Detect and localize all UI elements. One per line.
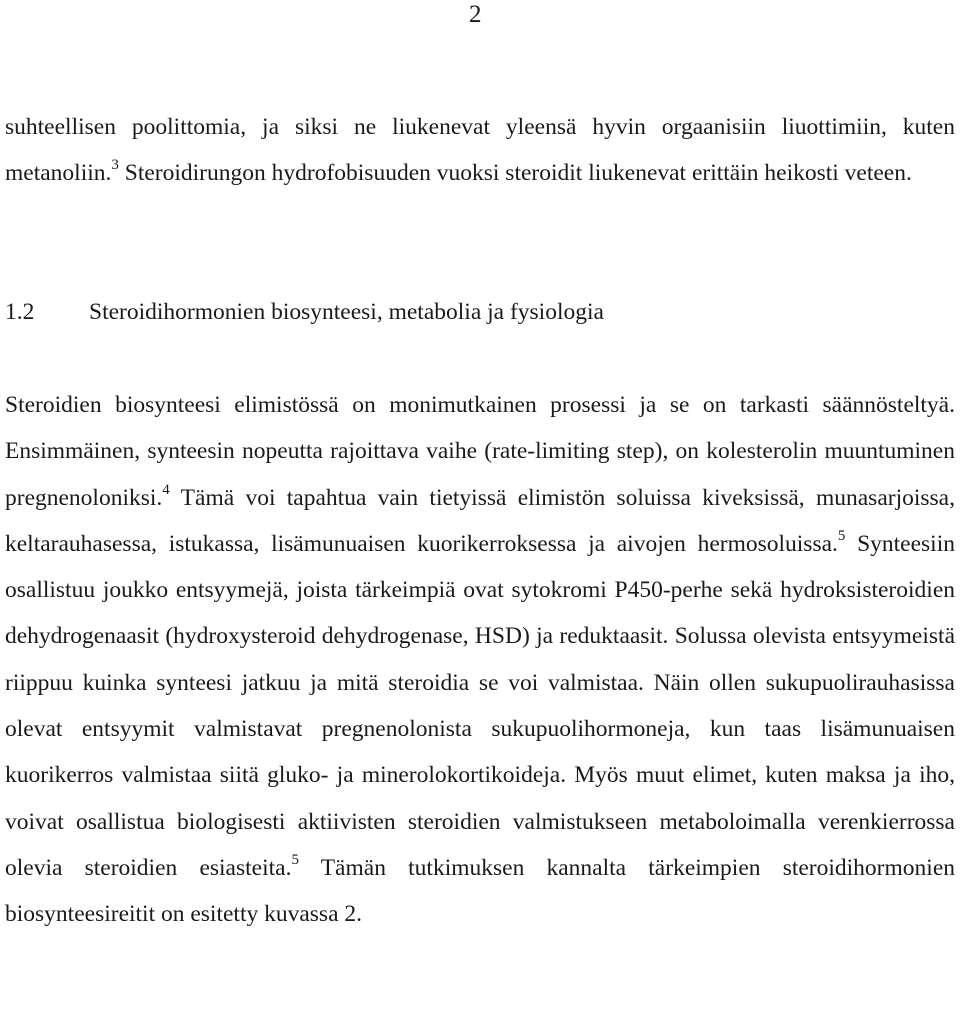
page-number: 2 bbox=[469, 1, 482, 28]
citation-ref: 5 bbox=[837, 528, 846, 545]
main-text-3: Synteesiin osallistuu joukko entsyymejä, joista tärkeimpiä ovat sytokromi P450-perhe sekä hydroksisteroidien dehydrogenaasit (hydroxysteroid dehydrogenase, HSD) ja reduktaasit. Solussa olevista entsyymeistä riippuu kuinka synteesi jatkuu ja mitä steroidia se voi valmistaa. Näin ollen sukupuolirauhasissa olevat entsyymit valmistavat pregnenolonista sukupuolihormoneja, kun taas lisämunuaisen kuorikerros valmistaa siitä gluko- ja minerolokortikoideja. Myös muut elimet, kuten maksa ja iho, voivat osallistua biologisesti aktiivisten steroidien valmistukseen metaboloimalla verenkierrossa olevia steroidien esiasteita. bbox=[5, 530, 955, 881]
section-number: 1.2 bbox=[5, 299, 35, 325]
main-paragraph bbox=[5, 382, 955, 938]
intro-paragraph bbox=[5, 104, 955, 196]
intro-text: suhteellisen poolittomia, ja siksi ne liukenevat yleensä hyvin orgaanisiin liuottimiin, kuten metanoliin. bbox=[5, 114, 955, 186]
section-title: Steroidihormonien biosynteesi, metabolia ja fysiologia bbox=[89, 299, 604, 325]
intro-text-continued: Steroidirungon hydrofobisuuden vuoksi steroidit liukenevat erittäin heikosti veteen. bbox=[118, 160, 912, 186]
main-text-4: Tämän tutkimuksen kannalta tärkeimpien steroidihormonien biosynteesireitit on esitetty kuvassa 2. bbox=[5, 854, 955, 928]
main-text-1: Steroidien biosynteesi elimistössä on monimutkainen prosessi ja se on tarkasti säännösteltyä. Ensimmäinen, synteesin nopeutta rajoittava vaihe (rate-limiting step), on kolesterolin muuntuminen pregnenoloniksi. bbox=[5, 392, 955, 511]
main-text-2: Tämä voi tapahtua vain tietyissä elimistön soluissa kiveksissä, munasarjoissa, keltarauhasessa, istukassa, lisämunuaisen kuorikerroksessa ja aivojen hermosoluissa. bbox=[5, 484, 955, 557]
section-heading bbox=[5, 292, 604, 332]
citation-ref: 3 bbox=[111, 157, 119, 174]
citation-ref: 4 bbox=[162, 481, 170, 498]
citation-ref: 5 bbox=[291, 852, 299, 869]
